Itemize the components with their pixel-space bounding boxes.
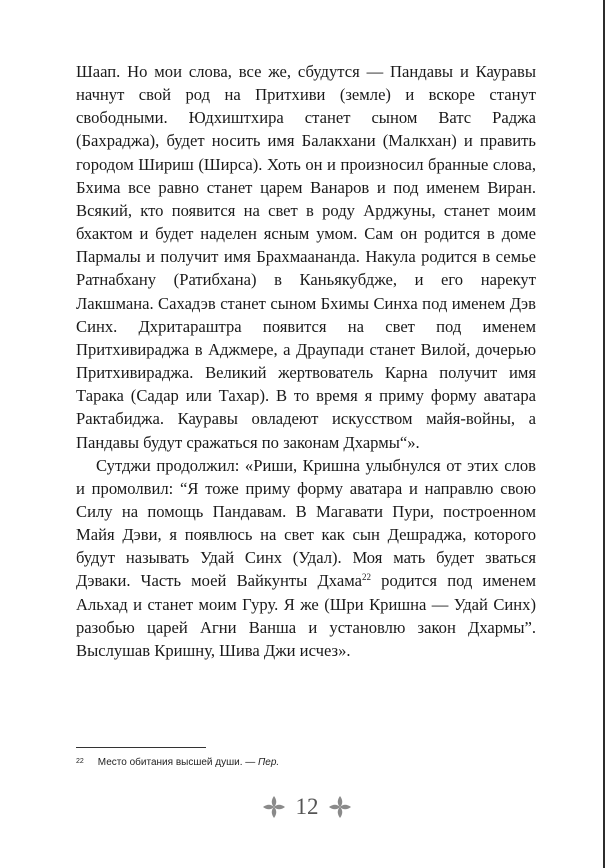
floral-ornament-left-icon: [262, 795, 286, 819]
paragraph-2: [76, 454, 536, 662]
page-folio: [262, 792, 352, 822]
paragraph-2-tail: родится под именем Альхад и станет моим Гуру. Я же (Шри Кришна — Удай Синх) разобью царей Агни Ванша и установлю закон Дхармы”. Выслушав Кришну, Шива Джи исчез».: [76, 571, 536, 660]
paragraph-1: Шаап. Но мои слова, все же, сбудутся — Пандавы и Кауравы начнут свой род на Притхиви (земле) и вскоре станут свободными. Юдхиштхира станет сыном Ватс Раджа (Бахраджа), будет носить имя Балакхани (Малкхан) и править городом Шириш (Ширса). Хоть он и произносил бранные слова, Бхима все равно станет царем Ванаров и под именем Виран. Всякий, кто появится на свет в роду Арджуны, станет моим бхактом и будет наделен ясным умом. Сам он родится в доме Пармалы и получит имя Брахмаананда. Накула родится в семье Ратнабхану (Ратибхана) в Каньякубдже, и его нарекут Лакшмана. Сахадэв станет сыном Бхимы Синха под именем Дэв Синх. Дхритараштра появится на свет под именем Притхивираджа в Аджмере, а Драупади станет Вилой, дочерью Притхивираджа. Великий жертвователь Карна получит имя Тарака (Садар или Тахар). В то время я приму форму аватара Рактабиджа. Кауравы овладеют искусством майя-войны, а Пандавы будут сражаться по законам Дхармы“».: [76, 62, 536, 452]
main-text: [76, 60, 536, 662]
footnote-divider: [76, 747, 206, 748]
footnote: [76, 757, 536, 768]
floral-ornament-right-icon: [328, 795, 352, 819]
page-number: 12: [295, 794, 319, 819]
footnote-translator-tag: Пер.: [258, 757, 280, 768]
footnote-reference: 22: [361, 572, 371, 583]
footnote-text: Место обитания высшей души. —: [97, 757, 256, 768]
footnote-number: 22: [76, 758, 84, 765]
paragraph-2-body: Сутджи продолжил: «Риши, Кришна улыбнулся от этих слов и промолвил: “Я тоже приму форму аватара и направлю свою Силу на помощь Пандавам. В Магавати Пури, построенном Майя Дэви, я появлюсь на свет как сын Дешраджа, которого будут называть Удай Синх (Удал). Моя мать будет зваться Дэваки. Часть моей Вайкунты Дхама: [76, 455, 536, 591]
